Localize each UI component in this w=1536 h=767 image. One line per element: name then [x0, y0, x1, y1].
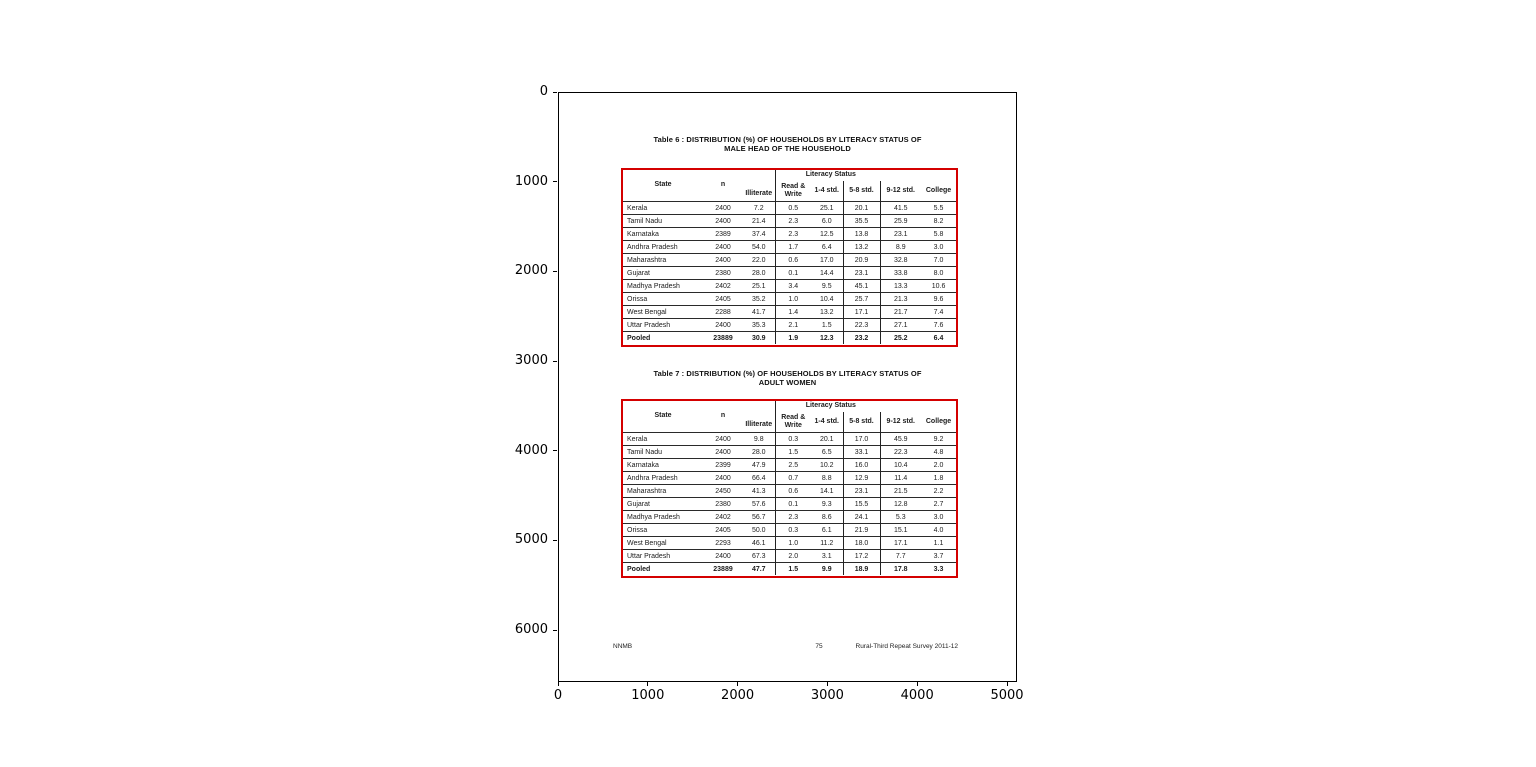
table-row	[623, 446, 956, 459]
value-cell: 3.3	[921, 563, 956, 576]
value-cell: 50.0	[743, 524, 775, 537]
state-cell: Tamil Nadu	[623, 446, 703, 459]
table-row	[623, 524, 956, 537]
value-cell: 10.6	[921, 280, 956, 293]
value-cell: 4.8	[921, 446, 956, 459]
table7-title-line1: Table 7 : DISTRIBUTION (%) OF HOUSEHOLDS BY LITERACY STATUS OF	[653, 369, 922, 378]
state-cell: Orissa	[623, 293, 703, 306]
value-cell: 6.5	[811, 446, 843, 459]
column-header: Read & Write	[781, 182, 806, 198]
state-cell: Madhya Pradesh	[623, 280, 703, 293]
value-cell: 37.4	[743, 228, 775, 241]
value-cell: 21.9	[843, 524, 880, 537]
value-cell: 22.3	[843, 319, 880, 332]
value-cell: 16.0	[843, 459, 880, 472]
value-cell: 2.0	[775, 550, 811, 563]
value-cell: 57.6	[743, 498, 775, 511]
x-tick-label: 4000	[900, 688, 934, 703]
value-cell: 41.3	[743, 485, 775, 498]
value-cell: 17.1	[880, 537, 921, 550]
value-cell: 1.9	[775, 332, 811, 345]
value-cell: 1.1	[921, 537, 956, 550]
y-tick-mark	[553, 92, 557, 93]
x-tick-mark	[558, 682, 559, 686]
value-cell: 9.6	[921, 293, 956, 306]
value-cell: 9.3	[811, 498, 843, 511]
value-cell: 23.1	[843, 485, 880, 498]
value-cell: 5.3	[880, 511, 921, 524]
value-cell: 3.0	[921, 241, 956, 254]
column-header: 5-8 std.	[843, 412, 880, 433]
column-header: State	[654, 181, 672, 189]
value-cell: 13.2	[843, 241, 880, 254]
y-tick-label: 0	[539, 84, 548, 99]
state-cell: Kerala	[623, 433, 703, 446]
value-cell: 15.5	[843, 498, 880, 511]
value-cell: 2389	[703, 228, 743, 241]
value-cell: 17.0	[843, 433, 880, 446]
footer-org: NNMB	[613, 643, 633, 650]
value-cell: 8.0	[921, 267, 956, 280]
value-cell: 23889	[703, 332, 743, 345]
value-cell: 23.1	[843, 267, 880, 280]
value-cell: 5.8	[921, 228, 956, 241]
footer-page-number: 75	[815, 643, 823, 650]
value-cell: 21.4	[743, 215, 775, 228]
value-cell: 35.5	[843, 215, 880, 228]
value-cell: 35.2	[743, 293, 775, 306]
value-cell: 20.1	[811, 433, 843, 446]
y-tick-label: 5000	[514, 532, 548, 548]
x-tick-mark	[737, 682, 738, 686]
x-tick-mark	[1007, 682, 1008, 686]
footer-survey-name: Rural-Third Repeat Survey 2011-12	[855, 643, 958, 650]
y-tick-label: 1000	[514, 173, 548, 189]
table-row	[623, 498, 956, 511]
value-cell: 3.1	[811, 550, 843, 563]
value-cell: 4.0	[921, 524, 956, 537]
column-header: 5-8 std.	[843, 181, 880, 202]
x-tick-label: 2000	[721, 688, 755, 703]
state-cell: Maharashtra	[623, 485, 703, 498]
state-cell: Kerala	[623, 202, 703, 215]
value-cell: 2402	[703, 280, 743, 293]
value-cell: 14.4	[811, 267, 843, 280]
value-cell: 2293	[703, 537, 743, 550]
value-cell: 2400	[703, 472, 743, 485]
value-cell: 47.7	[743, 563, 775, 576]
value-cell: 32.8	[880, 254, 921, 267]
value-cell: 2380	[703, 267, 743, 280]
table-row	[623, 228, 956, 241]
value-cell: 0.5	[775, 202, 811, 215]
value-cell: 12.8	[880, 498, 921, 511]
table-row	[623, 332, 956, 345]
column-header: College	[925, 186, 952, 194]
value-cell: 21.7	[880, 306, 921, 319]
group-header: Literacy Status	[805, 402, 856, 410]
value-cell: 10.4	[880, 459, 921, 472]
y-tick-mark	[553, 271, 557, 272]
value-cell: 20.9	[843, 254, 880, 267]
table-row	[623, 485, 956, 498]
column-header: Illiterate	[743, 401, 775, 433]
value-cell: 2402	[703, 511, 743, 524]
x-tick-label: 1000	[631, 688, 665, 703]
value-cell: 21.5	[880, 485, 921, 498]
value-cell: 17.1	[843, 306, 880, 319]
value-cell: 1.5	[811, 319, 843, 332]
value-cell: 2400	[703, 319, 743, 332]
state-cell: Pooled	[623, 332, 703, 345]
state-cell: West Bengal	[623, 537, 703, 550]
state-cell: Andhra Pradesh	[623, 472, 703, 485]
state-cell: Gujarat	[623, 267, 703, 280]
table-row	[623, 306, 956, 319]
table6-box	[621, 168, 958, 347]
value-cell: 11.4	[880, 472, 921, 485]
table-row	[623, 433, 956, 446]
value-cell: 2.3	[775, 215, 811, 228]
state-cell: Uttar Pradesh	[623, 319, 703, 332]
value-cell: 3.0	[921, 511, 956, 524]
table-row	[623, 563, 956, 576]
table-row	[623, 280, 956, 293]
table7-box	[621, 399, 958, 578]
value-cell: 41.7	[743, 306, 775, 319]
value-cell: 28.0	[743, 446, 775, 459]
value-cell: 1.0	[775, 537, 811, 550]
value-cell: 20.1	[843, 202, 880, 215]
table-row	[623, 537, 956, 550]
value-cell: 3.7	[921, 550, 956, 563]
value-cell: 33.1	[843, 446, 880, 459]
value-cell: 8.8	[811, 472, 843, 485]
table-row	[623, 550, 956, 563]
y-tick-mark	[553, 450, 557, 451]
table-row	[623, 241, 956, 254]
value-cell: 2400	[703, 446, 743, 459]
state-cell: Orissa	[623, 524, 703, 537]
value-cell: 2400	[703, 433, 743, 446]
value-cell: 25.1	[743, 280, 775, 293]
x-tick-label: 3000	[810, 688, 844, 703]
axes-plot-area	[558, 92, 1017, 682]
column-header: 1-4 std.	[811, 412, 843, 433]
column-header: 1-4 std.	[811, 181, 843, 202]
table-row	[623, 215, 956, 228]
value-cell: 12.9	[843, 472, 880, 485]
value-cell: 1.0	[775, 293, 811, 306]
column-header: n	[720, 181, 726, 189]
value-cell: 17.0	[811, 254, 843, 267]
value-cell: 13.3	[880, 280, 921, 293]
value-cell: 2.1	[775, 319, 811, 332]
value-cell: 1.5	[775, 446, 811, 459]
value-cell: 56.7	[743, 511, 775, 524]
value-cell: 54.0	[743, 241, 775, 254]
value-cell: 2399	[703, 459, 743, 472]
value-cell: 1.5	[775, 563, 811, 576]
table6-title	[559, 135, 1016, 153]
value-cell: 2400	[703, 202, 743, 215]
y-tick-mark	[553, 361, 557, 362]
y-tick-label: 6000	[514, 622, 548, 637]
value-cell: 22.0	[743, 254, 775, 267]
state-cell: Uttar Pradesh	[623, 550, 703, 563]
value-cell: 15.1	[880, 524, 921, 537]
y-tick-mark	[553, 181, 557, 182]
value-cell: 7.7	[880, 550, 921, 563]
value-cell: 17.8	[880, 563, 921, 576]
value-cell: 2400	[703, 550, 743, 563]
value-cell: 1.8	[921, 472, 956, 485]
column-header: 9-12 std.	[886, 186, 915, 194]
column-header: College	[925, 417, 952, 425]
table-row	[623, 511, 956, 524]
y-tick-label: 3000	[514, 353, 548, 368]
value-cell: 7.4	[921, 306, 956, 319]
value-cell: 27.1	[880, 319, 921, 332]
doc-table	[623, 170, 956, 344]
value-cell: 21.3	[880, 293, 921, 306]
value-cell: 33.8	[880, 267, 921, 280]
column-header: 9-12 std.	[886, 417, 915, 425]
value-cell: 13.8	[843, 228, 880, 241]
value-cell: 30.9	[743, 332, 775, 345]
value-cell: 9.5	[811, 280, 843, 293]
value-cell: 47.9	[743, 459, 775, 472]
value-cell: 0.6	[775, 485, 811, 498]
doc-table	[623, 401, 956, 575]
value-cell: 23889	[703, 563, 743, 576]
column-header: State	[654, 412, 672, 420]
x-tick-mark	[827, 682, 828, 686]
value-cell: 25.7	[843, 293, 880, 306]
value-cell: 18.9	[843, 563, 880, 576]
value-cell: 41.5	[880, 202, 921, 215]
table6-title-line1: Table 6 : DISTRIBUTION (%) OF HOUSEHOLDS BY LITERACY STATUS OF	[653, 135, 922, 144]
table-row	[623, 293, 956, 306]
value-cell: 0.6	[775, 254, 811, 267]
value-cell: 0.1	[775, 267, 811, 280]
value-cell: 8.9	[880, 241, 921, 254]
value-cell: 25.1	[811, 202, 843, 215]
value-cell: 0.1	[775, 498, 811, 511]
value-cell: 0.3	[775, 433, 811, 446]
value-cell: 45.9	[880, 433, 921, 446]
value-cell: 2405	[703, 524, 743, 537]
value-cell: 3.4	[775, 280, 811, 293]
y-tick-mark	[553, 630, 557, 631]
state-cell: Pooled	[623, 563, 703, 576]
value-cell: 9.9	[811, 563, 843, 576]
value-cell: 2.0	[921, 459, 956, 472]
value-cell: 7.6	[921, 319, 956, 332]
state-cell: Madhya Pradesh	[623, 511, 703, 524]
value-cell: 2.3	[775, 228, 811, 241]
x-tick-label: 5000	[990, 688, 1024, 703]
value-cell: 25.2	[880, 332, 921, 345]
table7-title	[559, 369, 1016, 387]
value-cell: 0.3	[775, 524, 811, 537]
table-row	[623, 472, 956, 485]
table-row	[623, 267, 956, 280]
value-cell: 6.4	[811, 241, 843, 254]
value-cell: 2450	[703, 485, 743, 498]
value-cell: 2.5	[775, 459, 811, 472]
table7-title-line2: ADULT WOMEN	[758, 378, 817, 387]
state-cell: Andhra Pradesh	[623, 241, 703, 254]
state-cell: Karnataka	[623, 459, 703, 472]
value-cell: 25.9	[880, 215, 921, 228]
value-cell: 12.5	[811, 228, 843, 241]
value-cell: 66.4	[743, 472, 775, 485]
value-cell: 2380	[703, 498, 743, 511]
value-cell: 8.6	[811, 511, 843, 524]
value-cell: 67.3	[743, 550, 775, 563]
table-row	[623, 202, 956, 215]
column-header: n	[720, 412, 726, 420]
value-cell: 46.1	[743, 537, 775, 550]
group-header: Literacy Status	[805, 171, 856, 179]
value-cell: 10.2	[811, 459, 843, 472]
table-row	[623, 254, 956, 267]
x-tick-mark	[917, 682, 918, 686]
column-header: Read & Write	[781, 413, 806, 429]
value-cell: 8.2	[921, 215, 956, 228]
value-cell: 1.7	[775, 241, 811, 254]
literacy-table-adult-women	[623, 401, 956, 575]
value-cell: 14.1	[811, 485, 843, 498]
value-cell: 2.2	[921, 485, 956, 498]
value-cell: 6.4	[921, 332, 956, 345]
column-header: Illiterate	[743, 170, 775, 202]
x-tick-label: 0	[553, 688, 563, 703]
table-row	[623, 319, 956, 332]
value-cell: 2.7	[921, 498, 956, 511]
value-cell: 5.5	[921, 202, 956, 215]
value-cell: 18.0	[843, 537, 880, 550]
value-cell: 9.8	[743, 433, 775, 446]
value-cell: 2.3	[775, 511, 811, 524]
value-cell: 0.7	[775, 472, 811, 485]
value-cell: 24.1	[843, 511, 880, 524]
value-cell: 10.4	[811, 293, 843, 306]
table6-title-line2: MALE HEAD OF THE HOUSEHOLD	[724, 144, 851, 153]
value-cell: 2400	[703, 254, 743, 267]
y-tick-mark	[553, 540, 557, 541]
value-cell: 23.2	[843, 332, 880, 345]
value-cell: 6.0	[811, 215, 843, 228]
value-cell: 45.1	[843, 280, 880, 293]
value-cell: 22.3	[880, 446, 921, 459]
state-cell: Gujarat	[623, 498, 703, 511]
value-cell: 9.2	[921, 433, 956, 446]
value-cell: 2288	[703, 306, 743, 319]
value-cell: 13.2	[811, 306, 843, 319]
value-cell: 11.2	[811, 537, 843, 550]
state-cell: Karnataka	[623, 228, 703, 241]
state-cell: Maharashtra	[623, 254, 703, 267]
y-tick-label: 2000	[514, 263, 548, 279]
value-cell: 28.0	[743, 267, 775, 280]
value-cell: 2400	[703, 241, 743, 254]
value-cell: 6.1	[811, 524, 843, 537]
value-cell: 2400	[703, 215, 743, 228]
literacy-table-male-head	[623, 170, 956, 344]
value-cell: 1.4	[775, 306, 811, 319]
value-cell: 12.3	[811, 332, 843, 345]
state-cell: West Bengal	[623, 306, 703, 319]
value-cell: 7.2	[743, 202, 775, 215]
value-cell: 17.2	[843, 550, 880, 563]
y-tick-label: 4000	[514, 442, 548, 458]
state-cell: Tamil Nadu	[623, 215, 703, 228]
table-row	[623, 459, 956, 472]
value-cell: 35.3	[743, 319, 775, 332]
value-cell: 23.1	[880, 228, 921, 241]
x-tick-mark	[647, 682, 648, 686]
value-cell: 7.0	[921, 254, 956, 267]
value-cell: 2405	[703, 293, 743, 306]
